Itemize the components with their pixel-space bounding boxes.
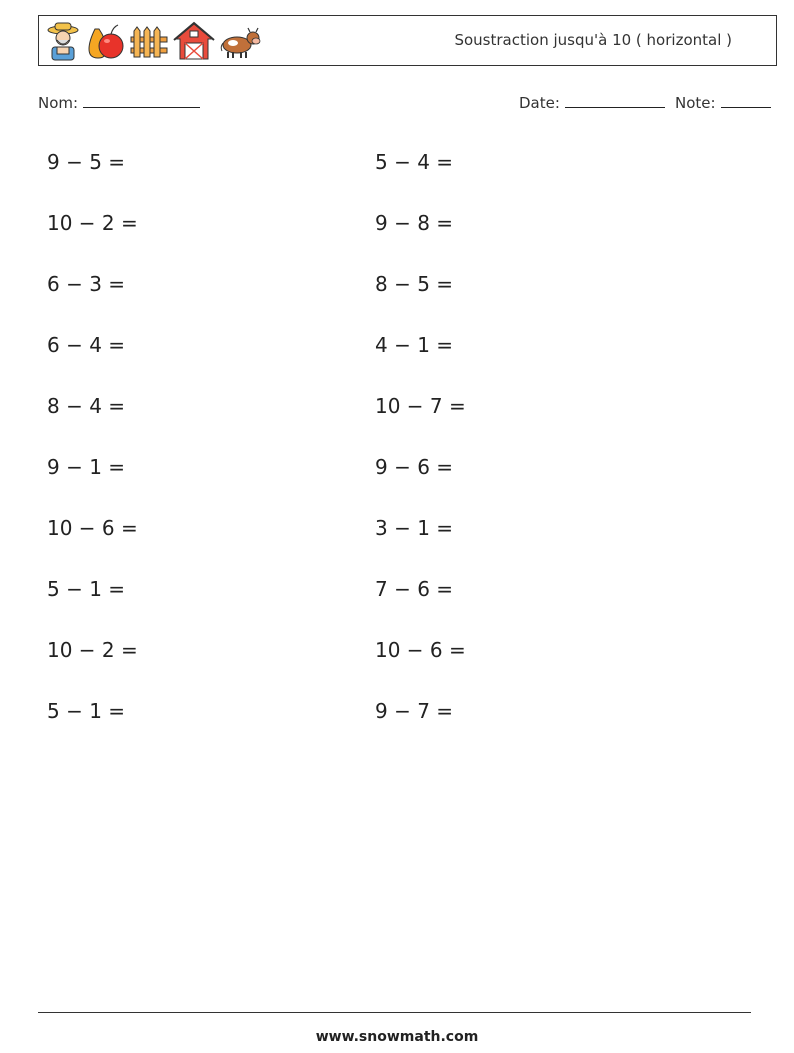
problem-right-4: 4 − 1 = [375, 333, 454, 357]
date-label: Date: [519, 94, 560, 112]
score-label: Note: [675, 94, 716, 112]
farmer-icon [45, 21, 81, 61]
date-field [519, 93, 665, 112]
problem-left-9: 10 − 2 = [47, 638, 138, 662]
barn-icon [173, 21, 215, 61]
problem-left-4: 6 − 4 = [47, 333, 126, 357]
header-box [38, 15, 777, 66]
name-label: Nom: [38, 94, 79, 112]
problem-right-1: 5 − 4 = [375, 150, 454, 174]
cow-icon [219, 21, 263, 61]
problem-left-1: 9 − 5 = [47, 150, 126, 174]
problem-right-3: 8 − 5 = [375, 272, 454, 296]
fruit-icon [85, 21, 125, 61]
problem-left-3: 6 − 3 = [47, 272, 126, 296]
header-icons [45, 21, 263, 61]
problem-left-7: 10 − 6 = [47, 516, 138, 540]
problem-right-7: 3 − 1 = [375, 516, 454, 540]
problem-right-10: 9 − 7 = [375, 699, 454, 723]
name-field [38, 93, 200, 112]
problem-left-2: 10 − 2 = [47, 211, 138, 235]
problem-left-6: 9 − 1 = [47, 455, 126, 479]
problem-right-2: 9 − 8 = [375, 211, 454, 235]
name-blank-line[interactable] [83, 93, 200, 108]
footer-website: www.snowmath.com [315, 1029, 479, 1045]
problem-left-10: 5 − 1 = [47, 699, 126, 723]
footer-divider [38, 1012, 751, 1013]
score-blank-line[interactable] [721, 93, 771, 108]
score-field [675, 93, 771, 112]
problem-left-8: 5 − 1 = [47, 577, 126, 601]
date-blank-line[interactable] [565, 93, 665, 108]
problem-right-8: 7 − 6 = [375, 577, 454, 601]
problem-right-6: 9 − 6 = [375, 455, 454, 479]
worksheet-title: Soustraction jusqu'à 10 ( horizontal ) [454, 31, 732, 49]
problem-left-5: 8 − 4 = [47, 394, 126, 418]
problem-right-9: 10 − 6 = [375, 638, 466, 662]
problem-right-5: 10 − 7 = [375, 394, 466, 418]
fence-icon [129, 21, 169, 61]
